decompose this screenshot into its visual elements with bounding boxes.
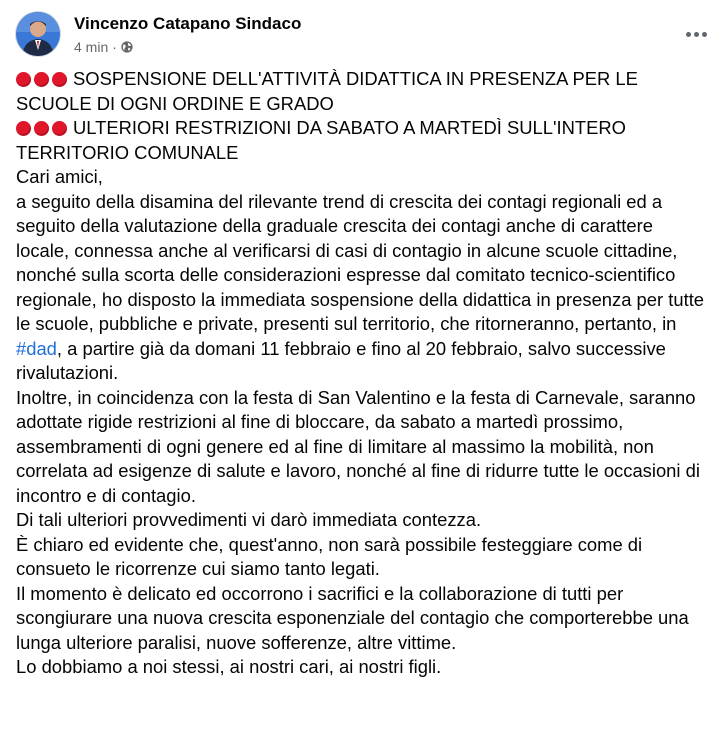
- paragraph-1: [16, 165, 706, 386]
- paragraph-2: Inoltre, in coincidenza con la festa di San Valentino e la festa di Carnevale, saranno adottate rigide restrizioni al fine di bloccare, da sabato a martedì prossimo, assembramenti di ogni genere ed al fine di limitare al massimo la mobilità, non correlata ad esigenze di salute e lavoro, nonché al fine di ridurre tutte le occasioni di incontro e di contagio.: [16, 386, 700, 506]
- red-circles-icon: [16, 121, 67, 136]
- post-content: [16, 67, 706, 680]
- greeting: Cari amici,: [16, 166, 103, 187]
- hashtag-dad-link[interactable]: #dad: [16, 337, 57, 359]
- paragraph-3: Di tali ulteriori provvedimenti vi darò immediata contezza.: [16, 509, 482, 530]
- paragraph-1-text-b: , a partire già da domani 11 febbraio e fino al 20 febbraio, salvo successive rivalutazioni.: [16, 337, 666, 383]
- headline-1: [16, 67, 706, 116]
- more-options-button[interactable]: [682, 24, 710, 44]
- paragraph-6: Lo dobbiamo a noi stessi, ai nostri cari, ai nostri figli.: [16, 656, 442, 677]
- meta-separator: ·: [112, 39, 117, 55]
- post-timestamp[interactable]: 4 min: [74, 39, 109, 55]
- post-meta: [74, 39, 133, 55]
- more-horizontal-icon: [686, 32, 691, 37]
- headline-1-text: SOSPENSIONE DELL'ATTIVITÀ DIDATTICA IN PRESENZA PER LE SCUOLE DI OGNI ORDINE E GRADO: [16, 68, 638, 114]
- red-circles-icon: [16, 72, 67, 87]
- author-name[interactable]: Vincenzo Catapano Sindaco: [74, 14, 302, 33]
- headline-2-text: ULTERIORI RESTRIZIONI DA SABATO A MARTEDÌ SULL'INTERO TERRITORIO COMUNALE: [16, 117, 626, 163]
- paragraph-1-text-a: a seguito della disamina del rilevante trend di crescita dei contagi regionali ed a seguito della valutazione della graduale crescita dei contagi anche di carattere locale, connessa anche al verificarsi di casi di contagio in alcune scuole cittadine, nonché sulla scorta delle considerazioni espresse dal comitato tecnico-scientifico regionale, ho disposto la immediata sospensione della didattica in presenza per tutte le scuole, pubbliche e private, presenti sul territorio, che ritorneranno, pertanto, in: [16, 190, 705, 334]
- post-header: [16, 12, 712, 56]
- headline-2: [16, 116, 706, 165]
- paragraph-5: Il momento è delicato ed occorrono i sacrifici e la collaborazione di tutti per scongiurare una nuova crescita esponenziale del contagio che comporterebbe una lunga ulteriore paralisi, nuove sofferenze, altre vittime.: [16, 582, 689, 653]
- profile-photo-icon: [16, 12, 60, 56]
- globe-icon[interactable]: [121, 41, 133, 53]
- paragraph-4: È chiaro ed evidente che, quest'anno, non sarà possibile festeggiare come di consueto le ricorrenze cui siamo tanto legati.: [16, 533, 643, 579]
- author-avatar[interactable]: [16, 12, 60, 56]
